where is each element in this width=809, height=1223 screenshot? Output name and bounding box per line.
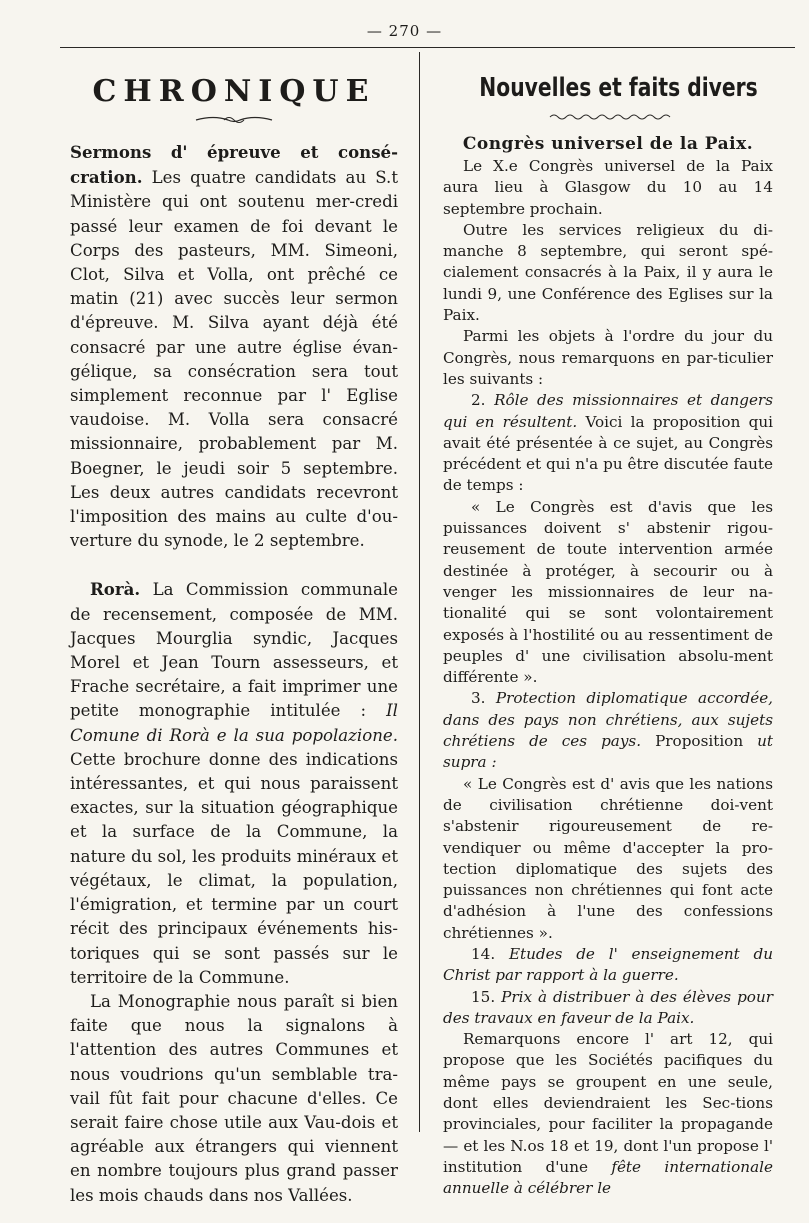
paix-p2: Outre les services religieux du di-manche 8 septembre, qui seront spé-cialement consacrés à la Paix, il y aura le lundi 9, une Conférence des Eglises sur la Paix.	[443, 220, 773, 325]
item-2-number: 2.	[471, 391, 486, 410]
chronique-heading: CHRONIQUE	[92, 74, 376, 109]
rora-body-b: Cette brochure donne des indications intéressantes, et qui nous paraissent exactes, sur la situation géographique et la surface de la Commune, la nature du sol, les produits minéraux et végétaux, le climat, la population, l'émigration, et termine par un court récit des principaux événements his-toriques qui se sont passés sur le territoire de la Commune.	[70, 749, 398, 987]
left-column	[70, 62, 398, 1205]
item-2-body: Voici la proposition qui avait été présentée à ce sujet, au Congrès précédent et qui n'a pu être discutée faute de temps :	[443, 412, 773, 495]
sermons-body: Les quatre candidats au S.t Ministère qui ont soutenu mer-credi passé leur examen de foi devant le Corps des pasteurs, MM. Simeoni, Clot, Silva et Volla, ont prêché ce matin (21) avec succès leur sermon d'épreuve. M. Silva ayant déjà été consacré par une autre église évan-gélique, sa consécration sera tout simplement reconnue par l' Eglise vaudoise. M. Volla sera consacré missionnaire, probablement par M. Boegner, le jeudi soir 5 septembre. Les deux autres candidats recevront l'imposition des mains au culte d'ou-verture du synode, le 2 septembre.	[70, 168, 398, 551]
item-3	[443, 688, 773, 773]
item-15	[443, 987, 773, 1030]
nouvelles-heading: Nouvelles et faits divers	[479, 73, 758, 103]
ornament-left	[194, 114, 274, 126]
item-15-title: Prix à distribuer à des élèves pour des travaux en faveur de la Paix.	[443, 987, 773, 1027]
sermons-paragraph	[70, 140, 398, 553]
item-3-ut-supra: ut supra :	[443, 732, 774, 772]
quote-2: « Le Congrès est d' avis que les nations de civilisation chrétienne doi-vent s'abstenir rigoureusement de re-vendiquer ou même d'accepter la pro-tection diplomatique des sujets des puissances non chrétiennes qui font acte d'adhésion à l'une des confessions chrétiennes ».	[443, 774, 773, 942]
item-2	[443, 390, 773, 496]
item-3-title: Protection diplomatique accordée, dans des pays non chrétiens, aux sujets chrétiens de ces pays.	[443, 689, 774, 751]
rora-paragraph	[70, 577, 398, 989]
monographie-paragraph: La Monographie nous paraît si bien faite que nous la signalons à l'attention des autres Communes et nous voudrions qu'un semblable tra-vail fût fait pour chacune d'elles. Ce serait faire chose utile aux Vau-dois et agréable aux étrangers qui viennent en nombre toujours plus grand passer les mois chauds dans nos Vallées.	[70, 991, 398, 1205]
remarquons-paragraph	[443, 1029, 773, 1199]
rora-book-title: Il Comune di Rorà e la sua popolazione.	[70, 701, 398, 745]
quote-1: « Le Congrès est d'avis que les puissances doivent s' abstenir rigou-reusement de toute intervention armée destinée à protéger, à secourir ou à venger les missionnaires de leur na-tionalité qui se sont volontairement exposés à l'hostilité ou au ressentiment de peuples d' une civilisation absolu-ment différente ».	[443, 497, 773, 687]
column-divider	[419, 52, 420, 1132]
right-column	[443, 62, 774, 1198]
sermons-title: Sermons d' épreuve et consé-cration.	[70, 142, 398, 188]
item-14-title: Etudes de l' enseignement du Christ par rapport à la guerre.	[443, 944, 773, 985]
item-3-number: 3.	[471, 689, 486, 708]
item-14	[443, 944, 773, 987]
remarquons-body: Remarquons encore l' art 12, qui propose que les Sociétés pacifiques du même pays se groupent en une seule, dont elles deviendraient les Sec-tions provinciales, pour faciliter la propagande — et les N.os 18 et 19, dont l'un propose l' institution d'une	[443, 1030, 773, 1176]
rora-title: Rorà.	[90, 579, 141, 600]
item-15-number: 15.	[471, 987, 496, 1006]
item-14-number: 14.	[471, 944, 496, 963]
top-rule	[60, 47, 795, 48]
ornament-right	[548, 112, 668, 122]
item-2-title: Rôle des missionnaires et dangers qui en résultent.	[443, 391, 773, 431]
remarquons-italic: fête internationale annuelle à célébrer le	[443, 1157, 773, 1198]
congres-subtitle: Congrès universel de la Paix.	[462, 134, 754, 154]
paix-p1: Le X.e Congrès universel de la Paix aura lieu à Glasgow du 10 au 14 septembre prochain.	[443, 157, 773, 218]
rora-body-a: La Commission communale de recensement, composée de MM. Jacques Mourglia syndic, Jacques Morel et Jean Tourn assesseurs, et Frache secrétaire, a fait imprimer une petite monographie intitulée :	[70, 580, 398, 721]
item-3-body: Proposition	[655, 732, 744, 751]
page-number: — 270 —	[366, 22, 443, 40]
paix-p3: Parmi les objets à l'ordre du jour du Congrès, nous remarquons en par-ticulier les suivants :	[443, 327, 773, 388]
